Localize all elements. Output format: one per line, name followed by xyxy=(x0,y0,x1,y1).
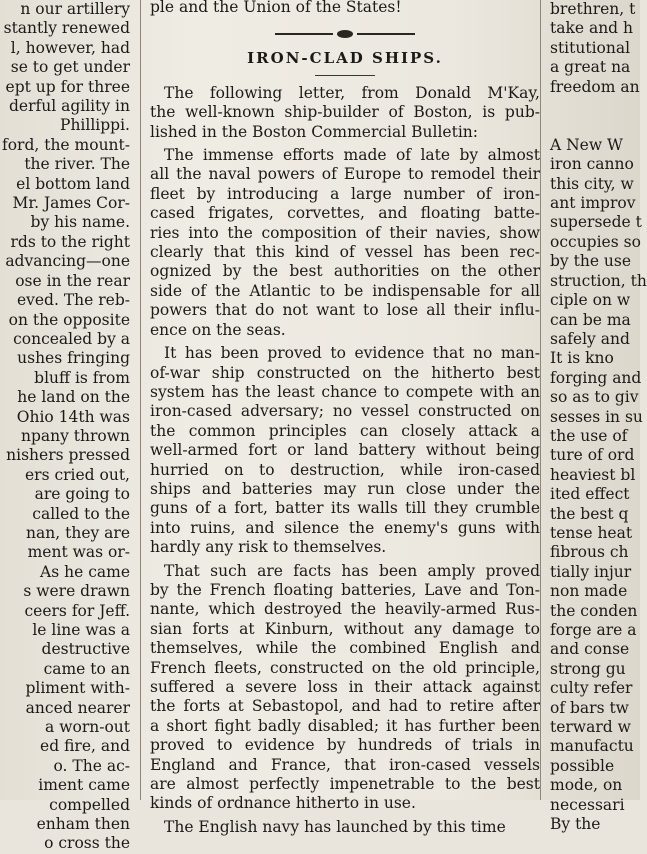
left-text-line: l, however, had xyxy=(10,38,130,57)
paragraph xyxy=(150,562,540,814)
right-text-line: and conse xyxy=(550,640,630,659)
left-text-line: el bottom land xyxy=(16,174,130,193)
left-text-line: ose in the rear xyxy=(15,271,130,290)
left-text-line: advancing—one xyxy=(5,252,130,271)
paragraph-line: guns of a fort, batter its walls till they crumble xyxy=(150,499,540,518)
left-text-line: o. The ac- xyxy=(53,756,130,775)
right-text-line: culty refer xyxy=(550,679,633,698)
right-text-line: It is kno xyxy=(550,349,614,368)
left-text-line: Ohio 14th was xyxy=(16,407,130,426)
left-text-line: rds to the right xyxy=(10,232,130,251)
paragraph-line: The immense efforts made of late by almost xyxy=(164,146,540,165)
right-text-line: terward w xyxy=(550,718,631,737)
right-text-line: iron canno xyxy=(550,155,634,174)
paragraph-line: nante, which destroyed the heavily-armed Rus- xyxy=(150,600,540,619)
right-text-line: brethren, t xyxy=(550,0,636,18)
paragraph-line: by the French floating batteries, Lave and Ton- xyxy=(150,580,540,599)
paragraph-line: of-war ship constructed on the hitherto best xyxy=(150,363,540,382)
paragraph-line: all the naval powers of Europe to remodel their xyxy=(150,165,540,184)
paragraph-line: are almost perfectly impenetrable to the best xyxy=(150,775,540,794)
body-paragraphs xyxy=(150,146,540,814)
paragraph-line: England and France, that iron-cased vessels xyxy=(150,755,540,774)
paragraph xyxy=(150,146,540,340)
left-text-line: eved. The reb- xyxy=(16,291,130,310)
left-text-line: o cross the xyxy=(44,834,130,853)
right-text-line: this city, w xyxy=(550,174,634,193)
left-text-line: by his name. xyxy=(30,213,130,232)
left-text-line: destructive xyxy=(41,640,130,659)
right-text-line: forge are a xyxy=(550,621,637,639)
right-text-line: by the use xyxy=(550,252,632,271)
right-text-line: heaviest bl xyxy=(550,465,636,484)
intro-line: the well-known ship-builder of Boston, is pub- xyxy=(150,103,540,122)
right-text-line: take and h xyxy=(550,19,634,38)
right-text-line: stitutional xyxy=(550,38,631,57)
paragraph-line: system has the least chance to compete with an xyxy=(150,382,540,401)
paragraph-line: It has been proved to evidence that no man- xyxy=(164,344,540,363)
left-text-line: the river. The xyxy=(24,155,130,174)
paragraph-line: cased frigates, corvettes, and floating batte- xyxy=(150,204,540,223)
right-text-line: strong gu xyxy=(550,659,626,678)
left-text-line: s were drawn xyxy=(23,582,130,601)
left-text-line: stantly renewed xyxy=(3,19,130,38)
left-text-line: pliment with- xyxy=(25,679,130,698)
right-text-line: so as to giv xyxy=(550,388,639,407)
paragraph-line: hurried on to destruction, while iron-cased xyxy=(150,460,540,479)
right-text-line: a great na xyxy=(550,58,631,77)
left-text-line: enham then xyxy=(36,815,130,834)
right-text-line: the conden xyxy=(550,601,638,620)
right-text-line: forging and xyxy=(550,368,642,387)
right-text-line: ited effect xyxy=(550,485,630,504)
left-text-line: concealed by a xyxy=(13,329,130,348)
paragraph-line: the common principles can closely attack a xyxy=(150,421,540,440)
bottom-line: The English navy has launched by this time xyxy=(164,817,506,836)
right-text-line: occupies so xyxy=(550,232,641,251)
paragraph-line: clearly that this kind of vessel has been rec- xyxy=(150,243,540,262)
right-text-line: ant improv xyxy=(550,194,636,213)
left-text-line: le line was a xyxy=(32,621,130,639)
left-text-line: nishers pressed xyxy=(6,446,130,465)
left-text-line: nan, they are xyxy=(26,523,130,542)
right-text-line: tense heat xyxy=(550,523,633,542)
left-text-line: ept up for three xyxy=(5,77,130,96)
left-text-line: Mr. James Cor- xyxy=(12,194,130,213)
left-text-line: ushes fringing xyxy=(17,349,130,368)
right-text-line: non made xyxy=(550,582,628,601)
left-column-article xyxy=(0,0,134,853)
right-text-line: ture of ord xyxy=(550,446,635,465)
paragraph xyxy=(150,344,540,557)
right-text-line: the best q xyxy=(550,504,629,523)
left-text-line: ceers for Jeff. xyxy=(24,601,130,620)
intro-line: The following letter, from Donald M'Kay, xyxy=(164,83,540,102)
right-text-line: tially injur xyxy=(550,562,632,581)
right-text-line xyxy=(546,97,640,116)
paragraph-line: powers that do not want to lose all their influ- xyxy=(150,301,540,320)
paragraph-line: sian forts at Kinburn, without any damage to xyxy=(150,619,540,638)
paragraph-line: kinds of ordnance hitherto in use. xyxy=(150,794,416,813)
paragraph-line: fleet by introducing a large number of iron- xyxy=(150,184,540,203)
right-text-line: necessari xyxy=(550,795,625,814)
right-text-line: By the xyxy=(550,815,601,834)
right-text-line: A New W xyxy=(550,135,623,154)
left-text-line: Phillippi. xyxy=(60,116,130,135)
paragraph-line: French fleets, constructed on the old principle, xyxy=(150,658,540,677)
paragraph-line: That such are facts has been amply proved xyxy=(164,561,540,580)
headline-rule xyxy=(315,75,375,76)
left-text-line: compelled xyxy=(49,795,130,814)
paragraph-line: a short fight badly disabled; it has further been xyxy=(150,716,540,735)
left-text-line: derful agility in xyxy=(9,97,130,116)
left-text-line: he land on the xyxy=(17,388,130,407)
right-text-line xyxy=(546,116,640,135)
left-text-line: ford, the mount- xyxy=(1,135,130,154)
column-rule-right xyxy=(540,0,541,800)
right-text-line: supersede t xyxy=(550,213,642,232)
right-text-line: possible xyxy=(550,756,615,775)
left-text-line: came to an xyxy=(43,659,130,678)
left-text-line: on the opposite xyxy=(8,310,130,329)
left-text-line: a worn-out xyxy=(45,718,130,737)
left-text-line: As he came xyxy=(40,562,130,581)
paragraph-line: side of the Atlantic to be indispensable for all xyxy=(150,281,540,300)
paragraph-line: suffered a severe loss in their attack against xyxy=(150,678,540,696)
right-text-line: can be ma xyxy=(550,310,631,329)
left-text-line: called to the xyxy=(32,504,130,523)
paragraph-line: the forts at Sebastopol, and had to retire after xyxy=(150,697,540,716)
left-text-line: ed fire, and xyxy=(40,737,130,756)
top-line: ple and the Union of the States! xyxy=(150,0,402,16)
left-text-line: npany thrown xyxy=(20,426,130,445)
left-text-line: se to get under xyxy=(10,58,130,77)
right-text-line: struction, th xyxy=(550,271,647,290)
paragraph-line: into ruins, and silence the enemy's guns with xyxy=(150,518,540,537)
paragraph-line: well-armed fort or land battery without being xyxy=(150,441,540,460)
left-text-line: ment was or- xyxy=(27,543,130,562)
right-text-line: sesses in su xyxy=(550,407,643,426)
right-text-line: mode, on xyxy=(550,776,623,795)
right-text-line: freedom an xyxy=(550,77,640,96)
paragraph-line: hardly any risk to themselves. xyxy=(150,538,387,557)
left-text-line: ers cried out, xyxy=(24,465,130,484)
paragraph-line: ence on the seas. xyxy=(150,320,286,339)
paragraph-line: iron-cased adversary; no vessel constructed on xyxy=(150,402,540,421)
right-text-line: the use of xyxy=(550,426,628,445)
left-text-line: n our artillery xyxy=(20,0,130,18)
paragraph-line: ships and batteries may run close under the xyxy=(150,479,540,498)
paragraph-line: ries into the composition of their navies, show xyxy=(150,223,540,242)
intro-line: lished in the Boston Commercial Bulletin: xyxy=(150,122,478,141)
right-column-article xyxy=(546,0,647,834)
left-text-line: iment came xyxy=(38,776,130,795)
right-text-line: fibrous ch xyxy=(550,543,629,562)
headline: IRON-CLAD SHIPS. xyxy=(247,49,443,68)
column-rule-left xyxy=(140,0,141,800)
left-text-line: bluff is from xyxy=(34,368,130,387)
left-text-line: are going to xyxy=(34,485,130,504)
left-text-line: anced nearer xyxy=(25,698,130,717)
paragraph-line: themselves, while the combined English and xyxy=(150,639,540,658)
right-text-line: of bars tw xyxy=(550,698,629,717)
paragraph-line: proved to evidence by hundreds of trials in xyxy=(150,736,540,755)
ornament-divider xyxy=(275,29,415,39)
paragraph-line: ognized by the best authorities on the other xyxy=(150,262,540,281)
center-column-article xyxy=(146,0,546,836)
right-text-line: safely and xyxy=(550,329,630,348)
right-text-line: ciple on w xyxy=(550,291,631,310)
intro-paragraph xyxy=(150,84,540,142)
right-text-line: manufactu xyxy=(550,737,634,756)
